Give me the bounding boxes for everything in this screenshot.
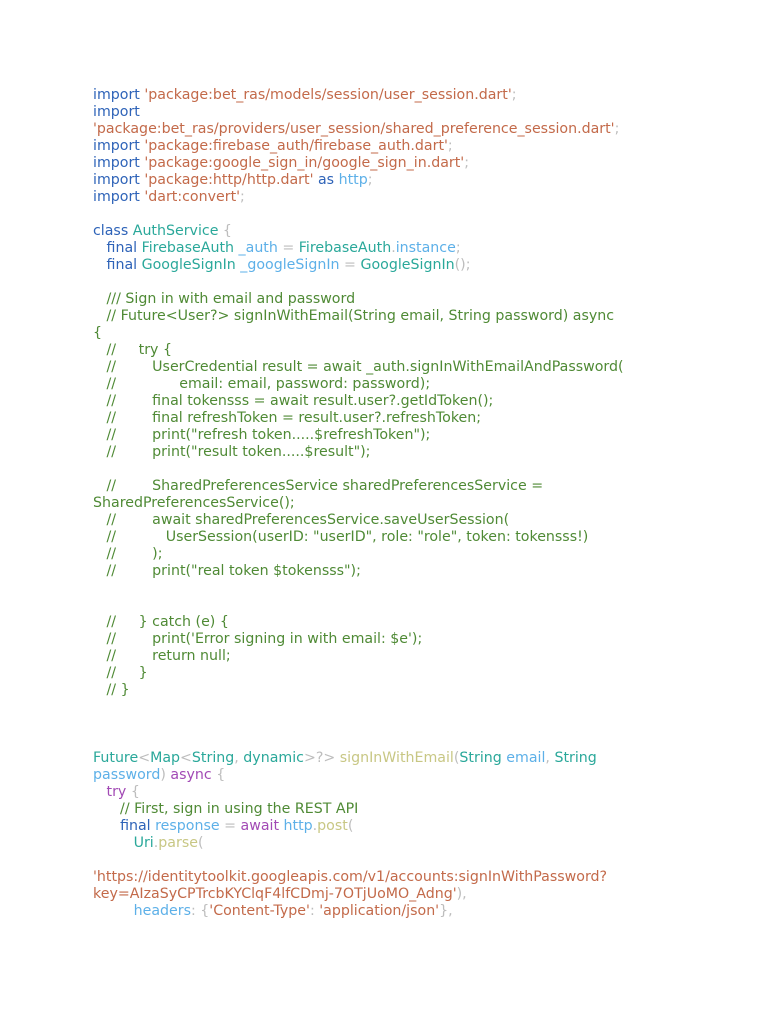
code-token-punct: , <box>545 750 555 766</box>
code-token-func: post <box>317 818 348 834</box>
code-listing <box>93 87 743 920</box>
code-token-control: try <box>106 784 127 800</box>
code-token-string: 'package:bet_ras/providers/user_session/shared_preference_session.dart' <box>93 121 615 137</box>
code-token-punct: { <box>218 223 232 239</box>
code-token-var: _googleSignIn <box>235 257 340 273</box>
code-line <box>93 104 743 121</box>
code-token-comment: // } <box>93 665 148 681</box>
code-token-punct: , <box>234 750 244 766</box>
code-token-punct: ; <box>447 138 453 154</box>
code-token-plain <box>93 784 107 800</box>
code-line <box>93 223 743 240</box>
code-token-string: 'dart:convert' <box>144 189 241 205</box>
code-token-comment: SharedPreferencesService(); <box>93 495 295 511</box>
code-token-comment: // return null; <box>93 648 231 664</box>
code-line <box>93 155 743 172</box>
code-token-keyword: import <box>93 155 145 171</box>
code-token-comment: { <box>93 325 103 341</box>
code-token-punct: ( <box>197 835 204 851</box>
code-token-var: _auth <box>234 240 278 256</box>
code-line <box>93 801 743 818</box>
code-token-comment: // UserSession(userID: "userID", role: "role", token: tokensss!) <box>93 529 589 545</box>
code-token-plain <box>93 818 120 834</box>
code-token-string: 'package:google_sign_in/google_sign_in.dart' <box>144 155 465 171</box>
blank-line <box>93 597 743 614</box>
code-token-string: 'package:bet_ras/models/session/user_session.dart' <box>144 87 512 103</box>
code-token-punct: ), <box>456 886 467 902</box>
code-token-punct: ; <box>614 121 620 137</box>
code-token-comment: // print("real token $tokensss"); <box>93 563 361 579</box>
blank-line <box>93 274 743 291</box>
code-line <box>93 512 743 529</box>
code-token-plain <box>93 240 107 256</box>
code-token-punct: ; <box>511 87 517 103</box>
code-token-plain <box>93 257 107 273</box>
code-line <box>93 546 743 563</box>
code-token-comment: /// Sign in with email and password <box>93 291 356 307</box>
code-line <box>93 682 743 699</box>
code-token-comment: // Future<User?> signInWithEmail(String email, String password) async <box>93 308 615 324</box>
code-line <box>93 308 743 325</box>
blank-line <box>93 733 743 750</box>
code-token-var: http <box>338 172 368 188</box>
code-token-comment: // try { <box>93 342 172 358</box>
code-token-type: String <box>191 750 235 766</box>
code-line <box>93 376 743 393</box>
code-line <box>93 529 743 546</box>
code-token-comment: // } catch (e) { <box>93 614 229 630</box>
code-line <box>93 614 743 631</box>
code-token-string: 'https://identitytoolkit.googleapis.com/v1/accounts:signInWithPassword? <box>93 869 608 885</box>
code-token-string: 'application/json' <box>319 903 440 919</box>
code-token-comment: // First, sign in using the REST API <box>93 801 359 817</box>
code-line <box>93 138 743 155</box>
code-token-string: key=AIzaSyCPTrcbKYClqF4lfCDmj-7OTjUoMO_Adng' <box>93 886 457 902</box>
code-token-string: 'package:firebase_auth/firebase_auth.dart' <box>144 138 448 154</box>
code-line <box>93 886 743 903</box>
code-token-keyword: final <box>106 240 142 256</box>
code-token-comment: // ); <box>93 546 163 562</box>
code-line <box>93 189 743 206</box>
code-token-comment: // print("result token.....$result"); <box>93 444 371 460</box>
code-token-var: headers <box>133 903 191 919</box>
code-line <box>93 631 743 648</box>
code-line <box>93 767 743 784</box>
code-token-comment: // final tokensss = await result.user?.getIdToken(); <box>93 393 494 409</box>
code-token-punct: < <box>138 750 151 766</box>
code-token-punct: ( <box>453 750 460 766</box>
code-token-punct: . <box>391 240 396 256</box>
code-line <box>93 240 743 257</box>
code-token-punct: ; <box>367 172 373 188</box>
code-line <box>93 495 743 512</box>
blank-line <box>93 852 743 869</box>
code-token-punct: < <box>180 750 192 766</box>
code-token-type: Uri <box>133 835 154 851</box>
code-token-comment: // } <box>93 682 130 698</box>
code-token-comment: // await sharedPreferencesService.saveUserSession( <box>93 512 510 528</box>
code-token-punct: { <box>211 767 226 783</box>
code-token-punct: }, <box>439 903 453 919</box>
code-token-punct: { <box>126 784 140 800</box>
code-token-keyword: class <box>93 223 133 239</box>
code-line <box>93 784 743 801</box>
code-line <box>93 869 743 886</box>
code-line <box>93 359 743 376</box>
blank-line <box>93 461 743 478</box>
code-token-var: email <box>501 750 546 766</box>
code-line <box>93 563 743 580</box>
code-line <box>93 393 743 410</box>
code-token-var: http <box>283 818 313 834</box>
code-token-type: GoogleSignIn <box>360 257 455 273</box>
code-line <box>93 648 743 665</box>
code-token-type: FirebaseAuth <box>141 240 235 256</box>
code-token-comment: // final refreshToken = result.user?.refreshToken; <box>93 410 482 426</box>
code-token-func: parse <box>158 835 198 851</box>
code-token-punct: : <box>309 903 320 919</box>
code-token-type: GoogleSignIn <box>141 257 236 273</box>
code-token-type: Future <box>93 750 139 766</box>
code-token-punct: = <box>219 818 241 834</box>
code-line <box>93 427 743 444</box>
code-token-keyword: import <box>93 87 145 103</box>
code-token-punct: ( <box>347 818 354 834</box>
blank-line <box>93 716 743 733</box>
blank-line <box>93 699 743 716</box>
code-token-comment: // SharedPreferencesService sharedPreferencesService = <box>93 478 544 494</box>
code-token-string: 'Content-Type' <box>209 903 310 919</box>
code-token-comment: // print("refresh token.....$refreshToken"); <box>93 427 431 443</box>
code-token-keyword: import <box>93 104 140 120</box>
code-token-keyword: as <box>313 172 339 188</box>
code-token-punct: ) <box>160 767 171 783</box>
code-token-keyword: import <box>93 189 145 205</box>
code-line <box>93 478 743 495</box>
code-token-punct: . <box>312 818 318 834</box>
blank-line <box>93 206 743 223</box>
code-token-punct: . <box>153 835 159 851</box>
code-token-type: Map <box>150 750 181 766</box>
code-line <box>93 325 743 342</box>
code-line <box>93 444 743 461</box>
code-token-type: String <box>459 750 502 766</box>
code-line <box>93 665 743 682</box>
code-line <box>93 121 743 138</box>
code-token-punct: ; <box>455 240 461 256</box>
code-token-punct: = <box>277 240 299 256</box>
code-token-string: 'package:http/http.dart' <box>144 172 314 188</box>
code-token-func: signInWithEmail <box>339 750 454 766</box>
code-line <box>93 87 743 104</box>
code-line <box>93 172 743 189</box>
code-token-comment: // email: email, password: password); <box>93 376 431 392</box>
code-token-punct: ; <box>464 155 469 171</box>
code-line <box>93 342 743 359</box>
code-line <box>93 410 743 427</box>
code-token-var: instance <box>395 240 456 256</box>
code-token-type: dynamic <box>243 750 304 766</box>
code-line <box>93 750 743 767</box>
code-line <box>93 835 743 852</box>
code-token-type: AuthService <box>132 223 219 239</box>
code-token-punct: >?> <box>303 750 340 766</box>
code-line <box>93 291 743 308</box>
code-token-comment: // print('Error signing in with email: $e'); <box>93 631 423 647</box>
code-token-var: password <box>93 767 161 783</box>
code-line <box>93 257 743 274</box>
code-token-type: String <box>554 750 597 766</box>
code-token-punct: = <box>339 257 361 273</box>
code-token-keyword: final <box>106 257 142 273</box>
blank-line <box>93 580 743 597</box>
code-token-punct: (); <box>454 257 471 273</box>
code-token-control: await <box>240 818 284 834</box>
code-token-type: FirebaseAuth <box>298 240 392 256</box>
code-token-plain <box>93 835 134 851</box>
code-token-var: response <box>155 818 220 834</box>
code-token-keyword: final <box>120 818 156 834</box>
code-token-punct: ; <box>240 189 245 205</box>
code-token-punct: : { <box>190 903 210 919</box>
code-token-control: async <box>170 767 212 783</box>
code-token-plain <box>93 903 134 919</box>
code-token-keyword: import <box>93 138 145 154</box>
code-line <box>93 818 743 835</box>
code-line <box>93 903 743 920</box>
code-token-comment: // UserCredential result = await _auth.signInWithEmailAndPassword( <box>93 359 624 375</box>
code-token-keyword: import <box>93 172 145 188</box>
